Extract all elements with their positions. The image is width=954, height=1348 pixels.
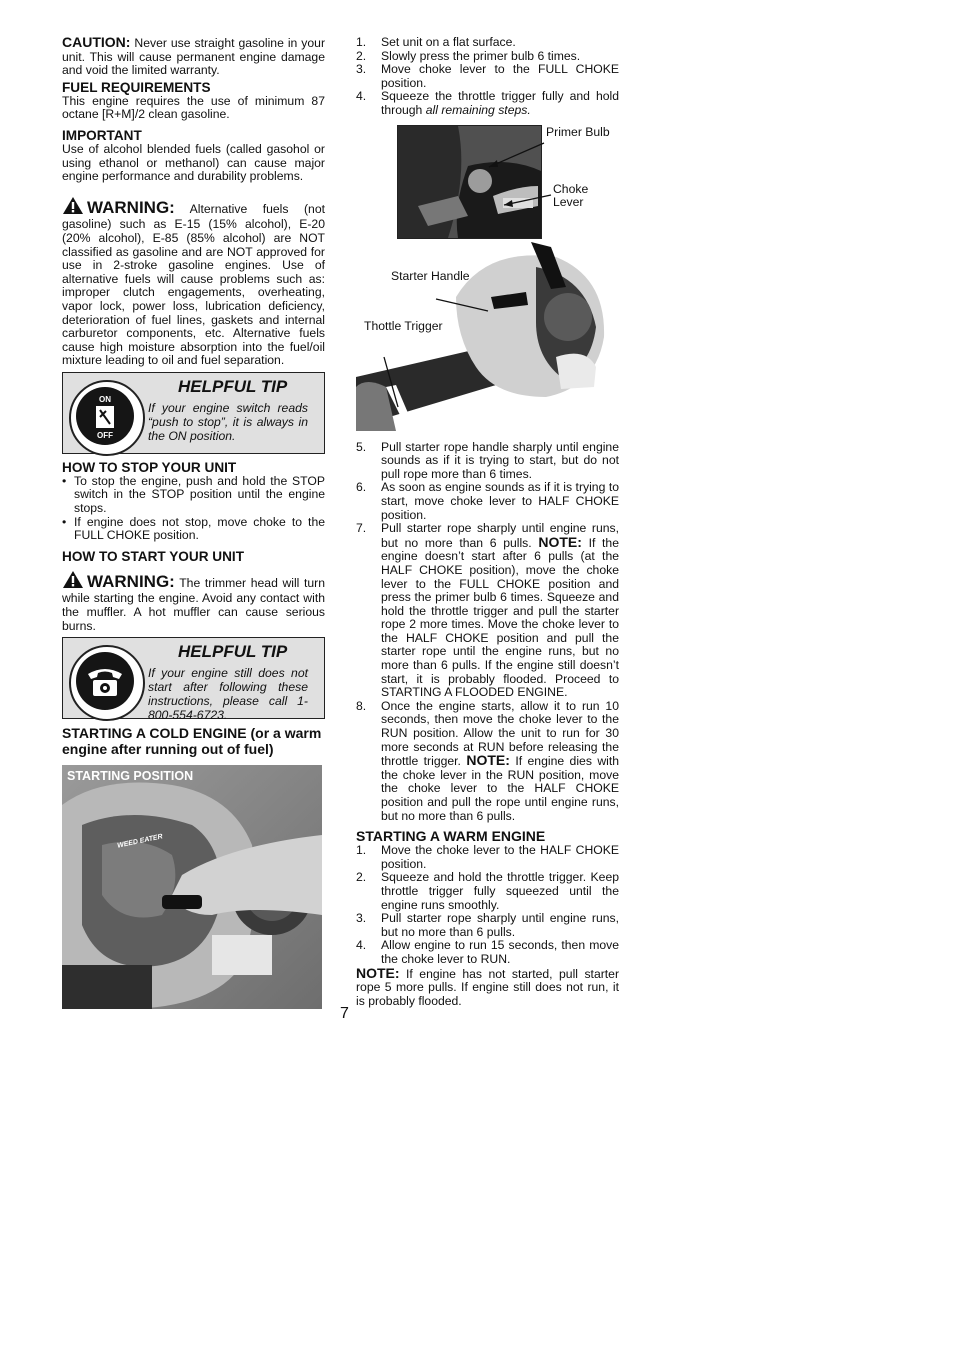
helpful-tip-title: HELPFUL TIP <box>178 376 288 396</box>
step-number: 3. <box>356 62 367 77</box>
warning-triangle-icon <box>62 196 84 219</box>
step-note-text: If the engine doesn’t start after 6 pulls (at the HALF CHOKE position), move the choke lever to the FULL CHOKE position and press the primer bulb 6 times. Squeeze and hold the throttle trigger and pull the starter rope 2 more times. Move the choke lever to the HALF CHOKE position and pull the starter rope until the engine runs, but no more than 6 pulls. If the engine still doesn’t start, it is probably flooded. Proceed to STARTING A FLOODED ENGINE. <box>381 535 619 700</box>
step-number: 3. <box>356 911 367 926</box>
list-item <box>356 441 619 482</box>
step-text: Pull starter rope sharply until engine runs, but no more than 6 pulls. <box>381 911 619 939</box>
controls-figure <box>356 125 620 431</box>
step-text: Pull starter rope handle sharply until engine sounds as if it is trying to start, but do not pull rope more than 6 times. <box>381 439 619 481</box>
warm-engine-heading: STARTING A WARM ENGINE <box>356 828 546 845</box>
throttle-trigger-label: Thottle Trigger <box>364 318 443 333</box>
list-item <box>356 481 619 522</box>
step-text: Once the engine starts, allow it to run 10 seconds, then move the choke lever to the RUN position. Allow the unit to run for 30 more seconds at RUN before releasing the throttle trigger. <box>381 698 619 769</box>
list-item <box>356 844 619 871</box>
step-number: 1. <box>356 35 367 49</box>
caution-label: CAUTION: <box>62 34 131 50</box>
warm-start-steps <box>356 844 619 966</box>
step-number: 1. <box>356 843 367 858</box>
list-item <box>356 912 619 939</box>
list-item: • If engine does not stop, move choke to the FULL CHOKE position. <box>62 516 325 543</box>
stop-unit-list <box>62 475 325 543</box>
step-number: 5. <box>356 439 367 454</box>
step-italic-text: all remaining steps. <box>425 102 531 117</box>
starting-position-label: STARTING POSITION <box>67 769 194 784</box>
primer-bulb-label: Primer Bulb <box>546 124 610 139</box>
step-text: Squeeze the throttle trigger fully and hold through <box>381 89 619 117</box>
weed-eater-logo: WEED EATER <box>116 833 164 850</box>
step-number: 4. <box>356 89 367 104</box>
warning-alt-fuels-paragraph <box>62 196 325 368</box>
list-item: • To stop the engine, push and hold the STOP switch in the STOP position until the engine stops. <box>62 475 325 516</box>
step-number: 8. <box>356 698 367 713</box>
list-item <box>356 90 619 117</box>
list-item <box>356 700 619 823</box>
helpful-tip-text: If your engine switch reads “push to stop”, it is always in the ON position. <box>148 400 308 443</box>
fuel-requirements-text: This engine requires the use of minimum 87 octane [R+M]/2 clean gasoline. <box>62 93 325 122</box>
helpful-tip-switch <box>62 372 325 454</box>
list-item <box>356 36 619 50</box>
step-number: 2. <box>356 870 367 885</box>
caution-paragraph <box>62 36 325 78</box>
final-note-text: If engine has not started, pull starter rope 5 more pulls. If engine still does not run, it is probably flooded. <box>356 966 620 1008</box>
helpful-tip-text: If your engine still does not start after following these instructions, please call 1-800-554-6723. <box>148 666 308 723</box>
final-note-paragraph <box>356 964 620 1009</box>
step-text: Set unit on a flat surface. <box>381 35 516 49</box>
warning-muffler-paragraph <box>62 570 325 633</box>
helpful-tip-title: HELPFUL TIP <box>178 642 288 662</box>
on-off-switch-icon <box>69 380 145 456</box>
list-item <box>356 939 619 966</box>
step-number: 2. <box>356 48 367 63</box>
note-label: NOTE: <box>538 533 582 550</box>
right-column <box>356 36 619 1008</box>
list-item <box>356 50 619 64</box>
helpful-tip-phone <box>62 637 325 723</box>
step-text: Move the choke lever to the HALF CHOKE position. <box>381 843 619 871</box>
step-text: Slowly press the primer bulb 6 times. <box>381 48 581 63</box>
step-text: Pull starter rope sharply until engine runs, but no more than 6 pulls. <box>381 521 619 550</box>
page-number: 7 <box>340 1005 349 1022</box>
switch-on-label: ON <box>99 394 111 404</box>
step-text: Allow engine to run 15 seconds, then move the choke lever to RUN. <box>381 938 619 966</box>
cold-start-steps-1-4 <box>356 36 619 118</box>
step-number: 4. <box>356 938 367 953</box>
warning-label: WARNING: <box>87 197 175 217</box>
telephone-icon <box>69 645 145 721</box>
important-heading: IMPORTANT <box>62 127 142 143</box>
note-label: NOTE: <box>466 752 510 769</box>
important-text: Use of alcohol blended fuels (called gasohol or using ethanol or methanol) can cause major engine performance and durability problems. <box>62 141 325 184</box>
stop-unit-heading: HOW TO STOP YOUR UNIT <box>62 459 237 475</box>
left-column <box>62 36 325 1009</box>
start-unit-heading: HOW TO START YOUR UNIT <box>62 548 245 564</box>
step-number: 6. <box>356 480 367 495</box>
warning-label: WARNING: <box>87 571 175 591</box>
step-text: As soon as engine sounds as if it is trying to start, move choke lever to HALF CHOKE position. <box>381 480 619 522</box>
warning-alt-fuels-text: Alternative fuels (not gasoline) such as E-15 (15% alcohol), E-20 (20% alcohol), E-85 (85% alcohol) are NOT classified as gasoline and are NOT approved for use in 2-stroke gasoline engines. Use of alternative fuels will cause problems such as: improper clutch engagements, overheating, vapor lock, power loss, lubrication deficiency, deterioration of fuel lines, gaskets and internal carburetor components, etc. Alternative fuels cause high moisture absorption into the fuel/oil mixture leading to oil and fuel separation. <box>62 201 325 368</box>
starter-handle-label: Starter Handle <box>391 268 470 283</box>
starting-position-photo <box>62 765 322 1009</box>
warning-triangle-icon <box>62 570 84 593</box>
cold-engine-heading: STARTING A COLD ENGINE (or a warm engine after running out of fuel) <box>62 725 322 758</box>
step-note-text: If engine dies with the choke lever in the RUN position, move the choke lever to the HALF CHOKE position and pull the rope until engine runs, but no more than 6 pulls. <box>381 754 619 823</box>
step-text: Squeeze and hold the throttle trigger. Keep throttle trigger fully squeezed until the engine runs smoothly. <box>381 870 619 912</box>
caution-text: Never use straight gasoline in your unit. This will cause permanent engine damage and void the limited warranty. <box>62 36 326 78</box>
list-item <box>356 871 619 912</box>
step-text: Move choke lever to the FULL CHOKE position. <box>381 62 619 90</box>
choke-lever-label: Choke Lever <box>553 181 589 210</box>
note-label: NOTE: <box>356 964 400 981</box>
list-item <box>356 63 619 90</box>
cold-start-steps-5-8 <box>356 441 619 824</box>
warning-muffler-text: The trimmer head will turn while starting the engine. Avoid any contact with the muffler. A hot muffler can cause serious burns. <box>62 575 325 633</box>
switch-off-label: OFF <box>97 430 113 440</box>
step-number: 7. <box>356 521 367 536</box>
fuel-requirements-heading: FUEL REQUIREMENTS <box>62 79 211 95</box>
list-item <box>356 522 619 700</box>
